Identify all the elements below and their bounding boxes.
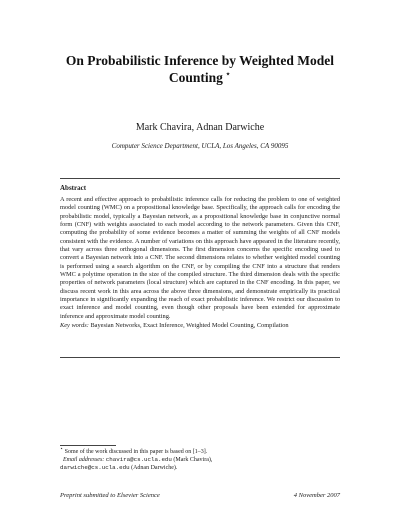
abstract-heading: Abstract <box>60 184 87 192</box>
footer-preprint-note: Preprint submitted to Elsevier Science <box>60 492 160 499</box>
abstract-text: A recent and effective approach to probabilistic inference calls for reducing the problem to one of weighted model counting (WMC) on a propositional knowledge base. Specifically, the approach calls for encoding the probabilistic model, typically a Bayesian network, as a propositional knowledge base in conjunctive normal form (CNF) with weights associated to each model according to the network parameters. Given this CNF, computing the probability of some evidence becomes a matter of summing the weights of all CNF models consistent with the evidence. A number of variations on this approach have appeared in the literature recently, that vary across three orthogonal dimensions. The first dimension concerns the specific encoding used to convert a Bayesian network into a CNF. The second dimensions relates to whether weighted model counting is performed using a search algorithm on the CNF, or by compiling the CNF into a structure that renders WMC a polytime operation in the size of the compiled structure. The third dimension deals with the specific properties of network parameters (local structure) which are captured in the CNF encoding. In this paper, we discuss recent work in this area across the above three dimensions, and demonstrate empirically its practical importance in significantly expanding the reach of exact probabilistic inference. We restrict our discussion to exact inference and model counting, even though other proposals have been extended for approximate inference and approximate model counting. <box>60 196 340 320</box>
footnote-rule <box>60 445 116 446</box>
footer-date: 4 November 2007 <box>293 492 340 499</box>
footnote-email-2-name: (Adnan Darwiche). <box>131 465 178 471</box>
footnote-email-1-name: (Mark Chavira), <box>173 457 213 463</box>
footnote-line-3 <box>60 464 340 472</box>
footnote-line-2 <box>60 456 340 464</box>
footnote-email-2[interactable]: darwiche@cs.ucla.edu <box>60 464 130 471</box>
footnote-line-1 <box>60 448 340 456</box>
paper-affiliation: Computer Science Department, UCLA, Los Angeles, CA 90095 <box>111 142 289 150</box>
footnote-email-1[interactable]: chavira@cs.ucla.edu <box>105 456 172 463</box>
title-footnote-mark: ⋆ <box>224 68 232 80</box>
paper-title <box>40 52 360 86</box>
footnote-email-label: Email addresses: <box>63 457 105 463</box>
keywords-label: Key words: <box>60 322 89 329</box>
keywords <box>60 322 340 330</box>
footnote-mark: ⋆ <box>60 447 64 452</box>
keywords-text: Bayesian Networks, Exact Inference, Weighted Model Counting, Compilation <box>90 322 289 329</box>
paper-authors: Mark Chavira, Adnan Darwiche <box>135 122 265 133</box>
footnote <box>60 448 340 472</box>
abstract-top-rule <box>60 178 340 179</box>
footnote-text: Some of the work discussed in this paper is based on [1–3]. <box>64 449 208 455</box>
paper-title-text: On Probabilistic Inference by Weighted Model Counting <box>65 53 335 85</box>
abstract-bottom-rule <box>60 357 340 358</box>
